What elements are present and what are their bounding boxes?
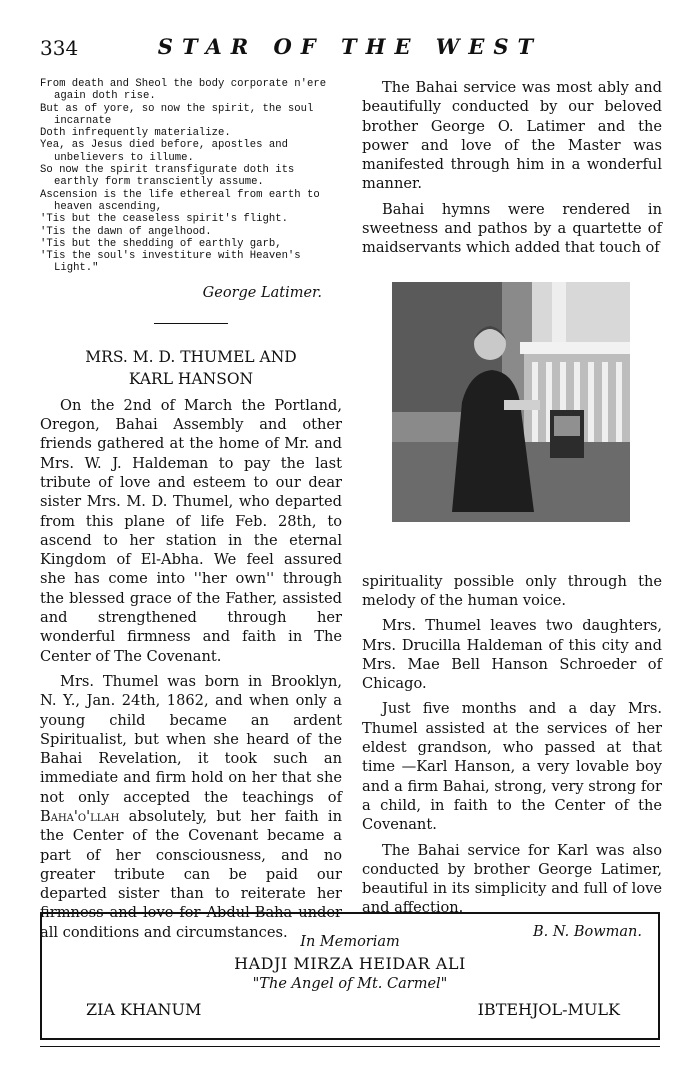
paragraph-2-end: absolutely, but her faith in the Center of the Covenant became a part of her consciousness, and no greater tribute can be paid our departed sister than to reiterate her firmness and love for Abdul-Baha under all conditions and circumstances. <box>40 807 342 941</box>
paragraph-4-continued: spirituality possible only through the melody of the human voice. <box>362 572 662 609</box>
bottom-rule <box>40 1046 660 1047</box>
portrait-photo <box>392 282 630 522</box>
poem-line: 'Tis but the ceaseless spirit's flight. <box>40 213 288 226</box>
paragraph-5: Mrs. Thumel leaves two daughters, Mrs. Drucilla Haldeman of this city and Mrs. Mae Bell Hanson Schroeder of Chicago. <box>362 617 662 693</box>
poem-line: So now the spirit transfigurate doth its earthly form transciently assume. <box>40 164 295 189</box>
poem-signature: George Latimer. <box>202 284 322 301</box>
memorial-left-name: ZIA KHANUM <box>86 1000 202 1019</box>
article-title <box>40 346 342 390</box>
portrait-photo-illustration <box>392 282 630 522</box>
article-title-line-1: MRS. M. D. THUMEL AND <box>85 347 297 366</box>
memorial-name: HADJI MIRZA HEIDAR ALI <box>234 954 466 973</box>
left-column <box>40 78 342 948</box>
poem-line: 'Tis the dawn of angelhood. <box>40 225 212 238</box>
article-signature: B. N. Bowman. <box>533 923 642 940</box>
poem-line: 'Tis but the shedding of earthly garb, <box>40 237 282 250</box>
article-title-line-2: KARL HANSON <box>128 369 254 388</box>
paragraph-2-start: Mrs. Thumel was born in Brooklyn, N. Y., Jan. 24th, 1862, and when only a young child became an ardent Spiritualist, but when she heard of the Bahai Revelation, it took such an immediate and firm hold on her that she not only accepted the teachings of <box>40 672 342 806</box>
page-header <box>40 30 660 66</box>
paragraph-1: On the 2nd of March the Portland, Oregon, Bahai Assembly and other friends gathered at the home of Mr. and Mrs. W. J. Haldeman to pay the last tribute of love and esteem to our dear sister Mrs. M. D. Thumel, who departed from this plane of life Feb. 28th, to ascend to her station in the eternal Kingdom of El-Abha. We feel assured she has come into ''her own'' through the blessed grace of the Father, assisted and strengthened through her wonderful firmness and faith in The Center of The Covenant. <box>40 396 342 665</box>
page-number: 334 <box>40 36 79 60</box>
poem-line: Ascension is the life ethereal from earth to heaven ascending, <box>40 188 320 213</box>
memorial-epithet: "The Angel of Mt. Carmel" <box>252 976 448 992</box>
poem-line: Yea, as Jesus died before, apostles and unbelievers to illume. <box>40 139 288 164</box>
poem <box>40 78 342 275</box>
paragraph-3: The Bahai service was most ably and beautifully conducted by our beloved brother George O. Latimer and the power and love of the Master was manifested through him in a wonderful manner. <box>362 79 662 193</box>
paragraph-7: The Bahai service for Karl was also conducted by brother George Latimer, beautiful in its simplicity and full of love and affection. <box>362 841 662 917</box>
poem-line: 'Tis the soul's investiture with Heaven's Light." <box>40 250 301 275</box>
paragraph-6: Just five months and a day Mrs. Thumel assisted at the services of her eldest grandson, who passed at that time —Karl Hanson, a very lovable boy and a firm Bahai, strong, very strong for a child, in faith to the Center of the Covenant. <box>362 700 662 834</box>
poem-line: From death and Sheol the body corporate n'ere again doth rise. <box>40 78 327 103</box>
memorial-heading: In Memoriam <box>300 934 400 950</box>
section-divider <box>154 323 228 324</box>
memorial-box <box>40 912 660 1040</box>
journal-title: STAR OF THE WEST <box>157 34 543 59</box>
paragraph-4: Bahai hymns were rendered in sweetness and pathos by a quartette of maidservants which added that touch of <box>362 200 662 257</box>
paragraph-2-name: Baha'o'llah <box>40 807 120 825</box>
poem-line: But as of yore, so now the spirit, the soul incarnate <box>40 102 314 127</box>
paragraph-2 <box>40 672 342 942</box>
memorial-right-name: IBTEHJOL-MULK <box>477 1000 620 1019</box>
poem-line: Doth infrequently materialize. <box>40 127 231 140</box>
